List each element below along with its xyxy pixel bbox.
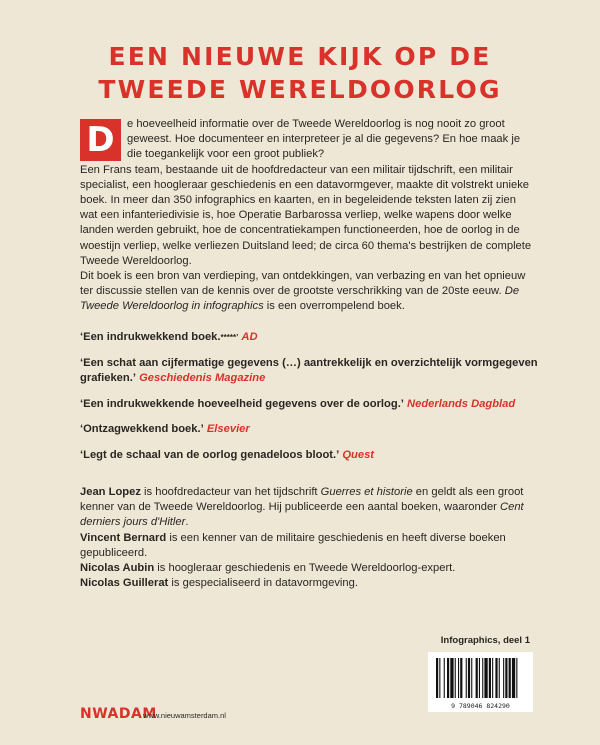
quote-item: ‘Een indrukwekkende hoeveelheid gegevens over de oorlog.’ Nederlands Dagblad bbox=[80, 397, 516, 410]
barcode-icon bbox=[428, 652, 533, 702]
author-name: Nicolas Aubin bbox=[80, 562, 155, 575]
publisher-url[interactable]: www.nieuwamsterdam.nl bbox=[143, 711, 226, 720]
author-bio: Jean Lopez is hoofdredacteur van het tijdschrift Guerres et historie en geldt als een groot kenner van de Tweede Wereldoorlog. Hij publiceerde een aantal boeken, waaronder Cent derniers jours d'Hitler. bbox=[80, 486, 524, 529]
barcode-bar bbox=[482, 658, 483, 698]
barcode-bar bbox=[505, 658, 507, 698]
author-bio: Nicolas Aubin is hoogleraar geschiedenis en Tweede Wereldoorlog-expert. bbox=[80, 562, 456, 575]
book-title-reference: De Tweede Wereldoorlog in infographics bbox=[80, 285, 520, 313]
barcode-bar bbox=[439, 658, 440, 698]
barcode-bar bbox=[458, 658, 459, 698]
barcode-bar bbox=[444, 658, 445, 698]
barcode-bar bbox=[476, 658, 478, 698]
barcode-digits: 9 789046 824290 bbox=[451, 702, 510, 710]
quote-source: Geschiedenis Magazine bbox=[139, 372, 266, 384]
author-bios bbox=[80, 485, 540, 591]
rating-stars: *****’ bbox=[220, 333, 239, 342]
quote-source: Elsevier bbox=[206, 423, 250, 435]
quote-item: ‘Een indrukwekkend boek.*****’ AD bbox=[80, 331, 258, 343]
cover-title bbox=[0, 40, 600, 106]
intro-paragraph-3: Dit boek is een bron van verdieping, van ontdekkingen, van verbazing en van het opnieuw ter discussie stellen van de kennis over de grootste verschrikking van de 20ste eeuw. De Tweede Wereldoorlog in infographics is een overrompelend boek. bbox=[80, 270, 526, 313]
barcode-bar bbox=[447, 658, 449, 698]
intro-text bbox=[80, 117, 535, 315]
quote-item: ‘Ontzagwekkend boek.’ Elsevier bbox=[80, 423, 250, 435]
author-name: Jean Lopez bbox=[80, 486, 141, 498]
author-name: Vincent Bernard bbox=[80, 531, 167, 544]
barcode-bar bbox=[499, 658, 500, 698]
author-name: Nicolas Guillerat bbox=[80, 577, 169, 590]
quote-item: ‘Legt de schaal van de oorlog genadeloos bloot.’ Quest bbox=[80, 448, 375, 461]
publisher-logo: NWADAM bbox=[80, 706, 157, 722]
intro-paragraph-1: e hoeveelheid informatie over de Tweede Wereldoorlog is nog nooit zo groot geweest. Hoe documenteer en interpreteer je al die gegevens? En hoe maak je die toegankelijk voor een groot publiek? bbox=[127, 118, 521, 161]
quote-source: Quest bbox=[342, 448, 375, 461]
title-line-1: EEN NIEUWE KIJK OP DE bbox=[108, 42, 492, 71]
series-label: Infographics, deel 1 bbox=[440, 635, 530, 646]
barcode-bar bbox=[492, 658, 493, 698]
barcode-bar bbox=[455, 658, 456, 698]
barcode-bar bbox=[466, 658, 467, 698]
drop-cap: D bbox=[80, 119, 121, 161]
barcode-bar bbox=[468, 658, 470, 698]
quote-source: Nederlands Dagblad bbox=[407, 397, 516, 410]
barcode-bar bbox=[516, 658, 517, 698]
barcode-bar bbox=[512, 658, 515, 698]
barcode-bar bbox=[484, 658, 487, 698]
barcode-bar bbox=[460, 658, 462, 698]
quote-source: AD bbox=[241, 331, 258, 343]
author-bio: Nicolas Guillerat is gespecialiseerd in datavormgeving. bbox=[80, 577, 358, 590]
barcode-bar bbox=[471, 658, 472, 698]
intro-paragraph-2: Een Frans team, bestaande uit de hoofdredacteur van een militair tijdschrift, een militair specialist, een hoogleraar geschiedenis en een datavormgever, maakte dit volstrekt unieke boek. In meer dan 350 infographics en kaarten, en in begeleidende teksten laten zij zien wat een infanteriedivisie is, hoe Operatie Barbarossa verliep, welke wapens door welke landen werden gebruikt, hoe de concentratiekampen functioneerden, hoe de oorlog in de woestijn verliep, welke verliezen Duitsland leed; de circa 60 thema's bestrijken de complete Tweede Wereldoorlog. bbox=[80, 163, 532, 267]
quote-item: ‘Een schat aan cijfermatige gegevens (…) aantrekkelijk en overzichtelijk vormgegeven grafieken.’ Geschiedenis Magazine bbox=[80, 356, 538, 384]
barcode-bar bbox=[436, 658, 438, 698]
title-line-2: TWEEDE WERELDOORLOG bbox=[98, 75, 502, 104]
barcode-bar bbox=[509, 658, 511, 698]
review-quotes bbox=[80, 330, 540, 473]
barcode-bar bbox=[479, 658, 480, 698]
barcode-bar bbox=[450, 658, 453, 698]
barcode-bar bbox=[503, 658, 504, 698]
barcode-bar bbox=[489, 658, 491, 698]
isbn-barcode bbox=[428, 652, 533, 712]
author-bio: Vincent Bernard is een kenner van de militaire geschiedenis en heeft diverse boeken gepubliceerd. bbox=[80, 531, 506, 559]
barcode-bar bbox=[495, 658, 497, 698]
